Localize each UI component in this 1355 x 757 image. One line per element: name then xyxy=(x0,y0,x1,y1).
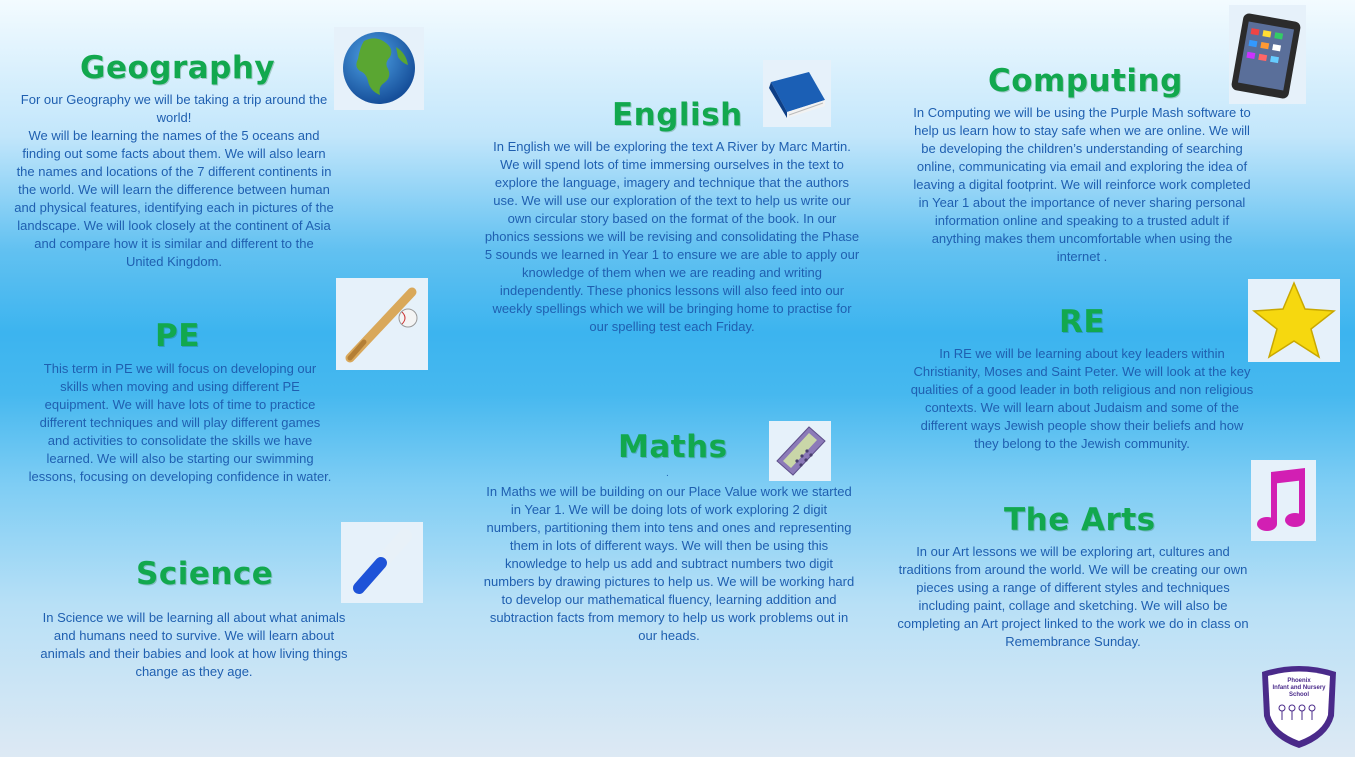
computing-text: In Computing we will be using the Purple Mash software to help us learn how to stay safe when we are online. We will be developing the children’s understanding of searching online, communicating via email and exploring the idea of leaving a digital footprint. We will reinforce work completed in Year 1 about the importance of never sharing personal information online and speaking to a trusted adult if anything makes them uncomfortable when using the internet . xyxy=(913,105,1251,264)
science-text: In Science we will be learning all about what animals and humans need to survive. We will learn about animals and their babies and look at how living things change as they age. xyxy=(40,610,348,679)
school-logo xyxy=(1258,662,1340,750)
book-icon xyxy=(763,60,831,127)
english-text: In English we will be exploring the text A River by Marc Martin. We will spend lots of time immersing ourselves in the text to explore the language, imagery and technique that the authors use. We will use our exploration of the text to help us write our own circular story based on the format of the book. In our phonics sessions we will be revising and consolidating the Phase 5 sounds we learned in Year 1 to ensure we are able to apply our knowledge of them when we are reading and writing independently. These phonics lessons will also feed into our weekly spellings which we will be bringing home to practise for our spelling test each Friday. xyxy=(484,139,860,334)
calculator-icon xyxy=(769,421,831,481)
school-logo-line2: Infant and Nursery xyxy=(1272,685,1326,691)
pe-text: This term in PE we will focus on developing our skills when moving and using different PE equipment. We will have lots of time to practice different techniques and will play different games and activities to consolidate the skills we have learned. We will also be starting our swimming lessons, focusing on developing confidence in water. xyxy=(28,361,332,484)
re-heading: RE xyxy=(1059,304,1106,340)
tablet-icon xyxy=(1229,5,1306,104)
maths-text: In Maths we will be building on our Place Value work we started in Year 1. We will be doing lots of work exploring 2 digit numbers, partitioning them into tens and ones and representing them in lots of different ways. We will then be using this knowledge to help us add and subtract numbers two digit numbers by drawing pictures to help us. We will be working hard to develop our mathematical fluency, learning addition and subtraction facts from memory to help us work problems out in our heads. xyxy=(483,484,855,643)
english-heading: English xyxy=(612,97,743,133)
re-text: In RE we will be learning about key leaders within Christianity, Moses and Saint Peter. We will look at the key qualities of a good leader in both religious and non religious contexts. We will learn about Judaism and some of the different ways Jewish people show their beliefs and how they belong to the Jewish community. xyxy=(910,346,1254,451)
baseball-bat-icon xyxy=(336,278,428,370)
maths-heading: Maths xyxy=(618,429,728,465)
science-heading: Science xyxy=(136,556,274,592)
globe-icon xyxy=(334,27,424,110)
test-tube-icon xyxy=(341,522,423,603)
school-logo-line3: School xyxy=(1288,692,1309,698)
pe-heading: PE xyxy=(155,318,200,354)
star-icon xyxy=(1248,279,1340,362)
computing-heading: Computing xyxy=(988,63,1183,99)
geography-heading: Geography xyxy=(80,50,276,86)
music-note-icon xyxy=(1251,460,1316,541)
arts-heading: The Arts xyxy=(1004,502,1156,538)
geography-text: For our Geography we will be taking a trip around the world! We will be learning the names of the 5 oceans and finding out some facts about them. We will also learn the names and locations of the 7 different continents in the world. We will learn the difference between human and physical features, identifying each in pictures of the landscape. We will look closely at the continent of Asia and compare how it is similar and different to the United Kingdom. xyxy=(14,92,334,269)
school-logo-line1: Phoenix xyxy=(1287,678,1311,684)
arts-text: In our Art lessons we will be exploring art, cultures and traditions from around the world. We will be creating our own pieces using a range of different styles and techniques including paint, collage and sketching. We will also be completing an Art project linked to the work we do in class on Remembrance Sunday. xyxy=(897,544,1249,649)
maths-dot: . xyxy=(666,468,669,479)
